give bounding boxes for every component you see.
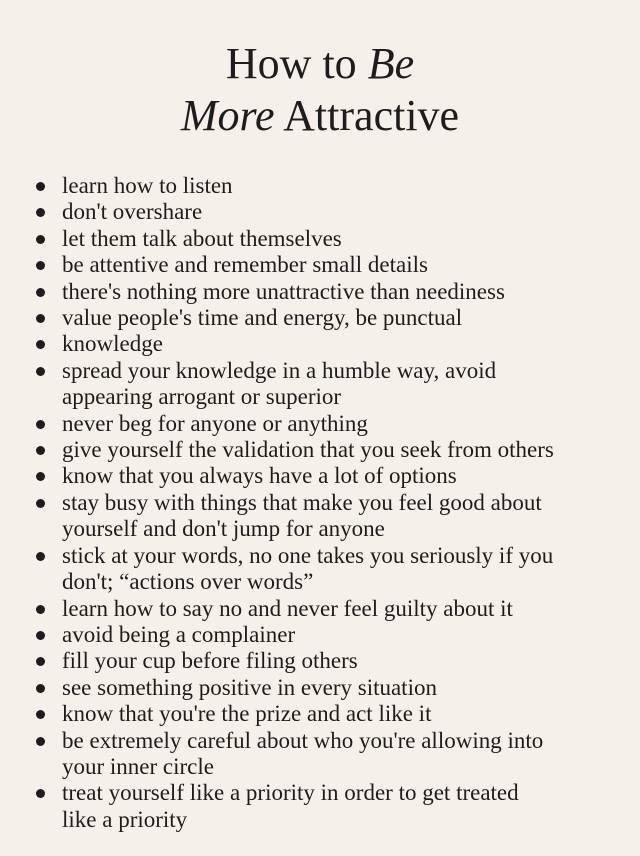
list-item [36,305,632,331]
list-item [36,358,632,411]
list-item [36,437,632,463]
list-item-text-line: don't; “actions over words” [62,569,314,595]
list-item-text-line: stick at your words, no one takes you seriously if you [62,542,554,568]
bullet-icon [36,472,45,481]
title-line-2-italic: More [180,91,275,140]
tips-list [36,173,632,833]
list-item [36,411,632,437]
bullet-icon [36,789,45,798]
list-item [36,780,632,833]
list-item-text-line: learn how to listen [62,173,233,198]
bullet-icon [36,182,45,191]
list-item-text-line: there's nothing more unattractive than neediness [62,278,505,304]
list-item [36,463,632,489]
title-line-2-plain: Attractive [283,91,460,140]
bullet-icon [36,235,45,244]
list-item-text-line: like a priority [62,806,188,832]
list-item [36,199,632,225]
page-title [0,38,640,142]
list-item [36,622,632,648]
list-item [36,490,632,543]
list-item [36,331,632,357]
list-item-text-line: fill your cup before filing others [62,648,358,674]
bullet-icon [36,710,45,719]
list-item-text-line: appearing arrogant or superior [62,384,342,410]
list-item [36,173,632,199]
list-item [36,648,632,674]
bullet-icon [36,499,45,508]
list-item-text-line: be attentive and remember small details [62,252,428,278]
list-item-text-line: stay busy with things that make you feel good about [62,489,542,515]
list-item-text-line: treat yourself like a priority in order to get treated [62,780,519,806]
list-item-text-line: knowledge [62,331,163,357]
list-item-text-line: yourself and don't jump for anyone [62,516,385,542]
bullet-icon [36,261,45,270]
list-item [36,675,632,701]
list-item [36,701,632,727]
list-item [36,543,632,596]
bullet-icon [36,288,45,297]
list-item-text-line: spread your knowledge in a humble way, avoid [62,357,497,383]
list-item-text-line: your inner circle [62,753,214,779]
list-item [36,226,632,252]
list-item-text-line: know that you're the prize and act like it [62,701,432,727]
bullet-icon [36,314,45,323]
bullet-icon [36,737,45,746]
list-item [36,252,632,278]
list-item-text-line: give yourself the validation that you seek from others [62,437,554,463]
bullet-icon [36,684,45,693]
list-item-text-line: know that you always have a lot of options [62,463,457,489]
list-item [36,279,632,305]
list-item-text-line: be extremely careful about who you're allowing into [62,727,544,753]
list-item-text-line: see something positive in every situation [62,674,437,700]
bullet-icon [36,367,45,376]
title-line-1-italic: Be [367,39,415,88]
bullet-icon [36,605,45,614]
list-item-text-line: don't overshare [62,199,203,225]
list-item-text-line: never beg for anyone or anything [62,410,368,436]
list-item [36,596,632,622]
bullet-icon [36,208,45,217]
list-item-text-line: value people's time and energy, be punctual [62,305,463,331]
list-item-text-line: let them talk about themselves [62,225,342,251]
bullet-icon [36,657,45,666]
bullet-icon [36,552,45,561]
title-line-1 [0,38,640,90]
list-item-text-line: avoid being a complainer [62,621,296,647]
bullet-icon [36,631,45,640]
bullet-icon [36,420,45,429]
title-line-1-plain: How to [225,39,357,88]
bullet-icon [36,340,45,349]
list-item-text-line: learn how to say no and never feel guilty about it [62,595,513,621]
list-item [36,728,632,781]
bullet-icon [36,446,45,455]
title-line-2 [0,90,640,142]
